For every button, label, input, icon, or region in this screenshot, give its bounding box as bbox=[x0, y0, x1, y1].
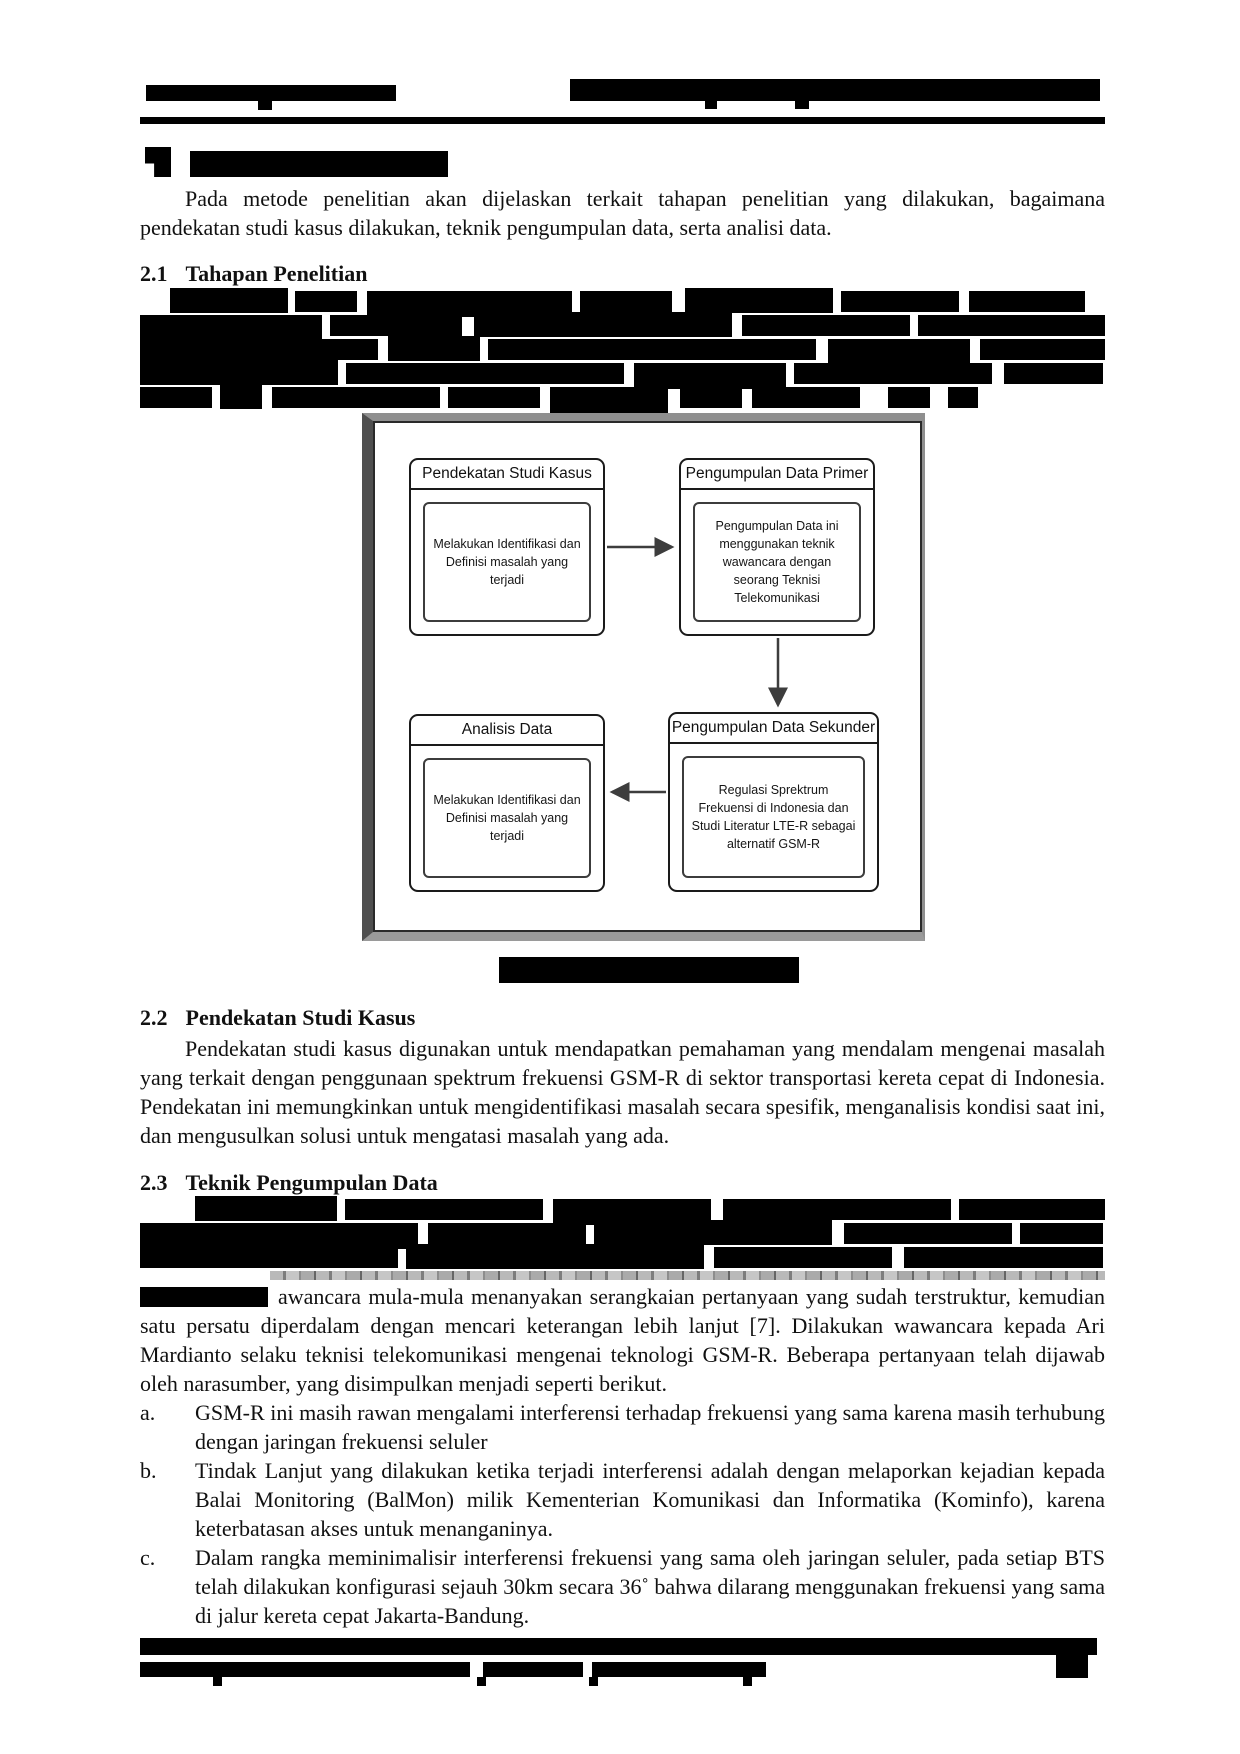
list-item bbox=[140, 1398, 1105, 1456]
flow-box-title: Pengumpulan Data Sekunder bbox=[670, 714, 877, 744]
section-2-1-redacted-paragraph bbox=[140, 291, 1105, 408]
redaction-tick bbox=[795, 101, 809, 109]
section-title: Pendekatan Studi Kasus bbox=[185, 1005, 416, 1030]
header-left-redaction-bar bbox=[146, 85, 396, 101]
flow-box-body: Melakukan Identifikasi dan Definisi masalah yang terjadi bbox=[423, 758, 591, 878]
redaction-tick bbox=[589, 1677, 598, 1686]
section-2-3-redacted-lines bbox=[140, 1199, 1105, 1280]
section-number: 2.2 bbox=[140, 1005, 168, 1030]
redaction-tick bbox=[213, 1677, 222, 1686]
list-item bbox=[140, 1543, 1105, 1630]
garbled-text-strip bbox=[270, 1271, 1105, 1280]
section-number: 2.3 bbox=[140, 1170, 168, 1195]
section-number-redaction bbox=[145, 147, 171, 177]
redaction-tick bbox=[258, 101, 272, 110]
flow-box-body: Regulasi Sprektrum Frekuensi di Indonesia dan Studi Literatur LTE-R sebagai alternatif GSM-R bbox=[682, 756, 865, 878]
section-title-redaction-bar bbox=[190, 151, 448, 177]
section-title: Teknik Pengumpulan Data bbox=[185, 1170, 438, 1195]
redaction-row bbox=[140, 315, 1105, 336]
footer-redaction-segment bbox=[592, 1662, 766, 1677]
flow-arrows bbox=[375, 423, 922, 930]
header-rule bbox=[140, 117, 1105, 124]
figure-caption-redacted bbox=[499, 957, 799, 983]
list-item-text: Dalam rangka meminimalisir interferensi frekuensi yang sama oleh jaringan seluler, pada setiap BTS telah dilakukan konfigurasi sejauh 30km secara 36˚ bahwa dilarang menggunakan frekuensi yang sama di jalur kereta cepat Jakarta-Bandung. bbox=[195, 1545, 1105, 1628]
header-right-redaction-bar bbox=[570, 79, 1100, 101]
footer-redaction-segment bbox=[140, 1662, 470, 1677]
flow-box-body: Pengumpulan Data ini menggunakan teknik wawancara dengan seorang Teknisi Telekomunikasi bbox=[693, 502, 861, 622]
list-marker: b. bbox=[140, 1458, 157, 1483]
redaction-row bbox=[140, 1199, 1105, 1220]
redaction-row bbox=[140, 291, 1105, 312]
section-1-paragraph: Pada metode penelitian akan dijelaskan terkait tahapan penelitian yang dilakukan, bagaimana pendekatan studi kasus dilakukan, teknik pengumpulan data, serta analisi data. bbox=[140, 186, 1105, 240]
section-2-2-paragraph: Pendekatan studi kasus digunakan untuk mendapatkan pemahaman yang mendalam mengenai masalah yang terkait dengan penggunaan spektrum frekuensi GSM-R di sektor transportasi kereta cepat di Indonesia. Pendekatan ini memungkinkan untuk mengidentifikasi masalah secara spesifik, menganalisis kondisi saat ini, dan mengusulkan solusi untuk mengatasi masalah yang ada. bbox=[140, 1036, 1105, 1148]
section-2-2-heading bbox=[140, 1003, 1105, 1032]
flowchart-canvas bbox=[373, 421, 922, 932]
flow-box-title: Pendekatan Studi Kasus bbox=[411, 460, 603, 490]
section-2-1-heading bbox=[140, 259, 1105, 288]
section-2-3-paragraph bbox=[140, 1282, 1105, 1398]
list-item-text: GSM-R ini masih rawan mengalami interferensi terhadap frekuensi yang sama karena masih terhubung dengan jaringan frekuensi seluler bbox=[195, 1400, 1105, 1454]
section-title: Tahapan Penelitian bbox=[185, 261, 368, 286]
redaction-tick bbox=[477, 1677, 486, 1686]
redaction-row bbox=[140, 387, 1105, 408]
redaction-row bbox=[140, 363, 1105, 384]
inline-redaction-bar bbox=[140, 1287, 268, 1307]
redaction-row bbox=[140, 1247, 1105, 1268]
flow-box-title: Pengumpulan Data Primer bbox=[681, 460, 873, 490]
page-footer-redacted bbox=[140, 1638, 1105, 1693]
findings-list bbox=[140, 1398, 1105, 1630]
section-number: 2.1 bbox=[140, 261, 168, 286]
paragraph-text: awancara mula-mula menanyakan serangkaian pertanyaan yang sudah terstruktur, kemudian satu persatu diperdalam dengan mencari keterangan lebih lanjut [7]. Dilakukan wawancara kepada Ari Mardianto selaku teknisi telekomunikasi mengenai teknologi GSM-R. Beberapa pertanyaan telah dijawab oleh narasumber, yang disimpulkan menjadi seperti berikut. bbox=[140, 1284, 1105, 1396]
list-marker: a. bbox=[140, 1400, 156, 1425]
figure-flowchart bbox=[362, 413, 925, 941]
list-item bbox=[140, 1456, 1105, 1543]
redaction-row bbox=[140, 1223, 1105, 1244]
flow-box-body: Melakukan Identifikasi dan Definisi masalah yang terjadi bbox=[423, 502, 591, 622]
list-item-text: Tindak Lanjut yang dilakukan ketika terjadi interferensi adalah dengan melaporkan kejadian kepada Balai Monitoring (BalMon) milik Kementerian Komunikasi dan Informatika (Kominfo), karena keterbatasan akses untuk menanganinya. bbox=[195, 1458, 1105, 1541]
redaction-tick bbox=[743, 1677, 752, 1686]
footer-redaction-bar bbox=[140, 1638, 1097, 1655]
list-marker: c. bbox=[140, 1545, 156, 1570]
redaction-tick bbox=[705, 101, 717, 109]
footer-redaction-segment bbox=[483, 1662, 583, 1677]
flow-box-title: Analisis Data bbox=[411, 716, 603, 746]
section-1-heading-redacted bbox=[140, 147, 1105, 177]
page-header-redacted bbox=[140, 79, 1105, 125]
redaction-row bbox=[140, 339, 1105, 360]
section-2-3-heading bbox=[140, 1168, 1105, 1197]
page-number-redaction bbox=[1056, 1655, 1088, 1678]
